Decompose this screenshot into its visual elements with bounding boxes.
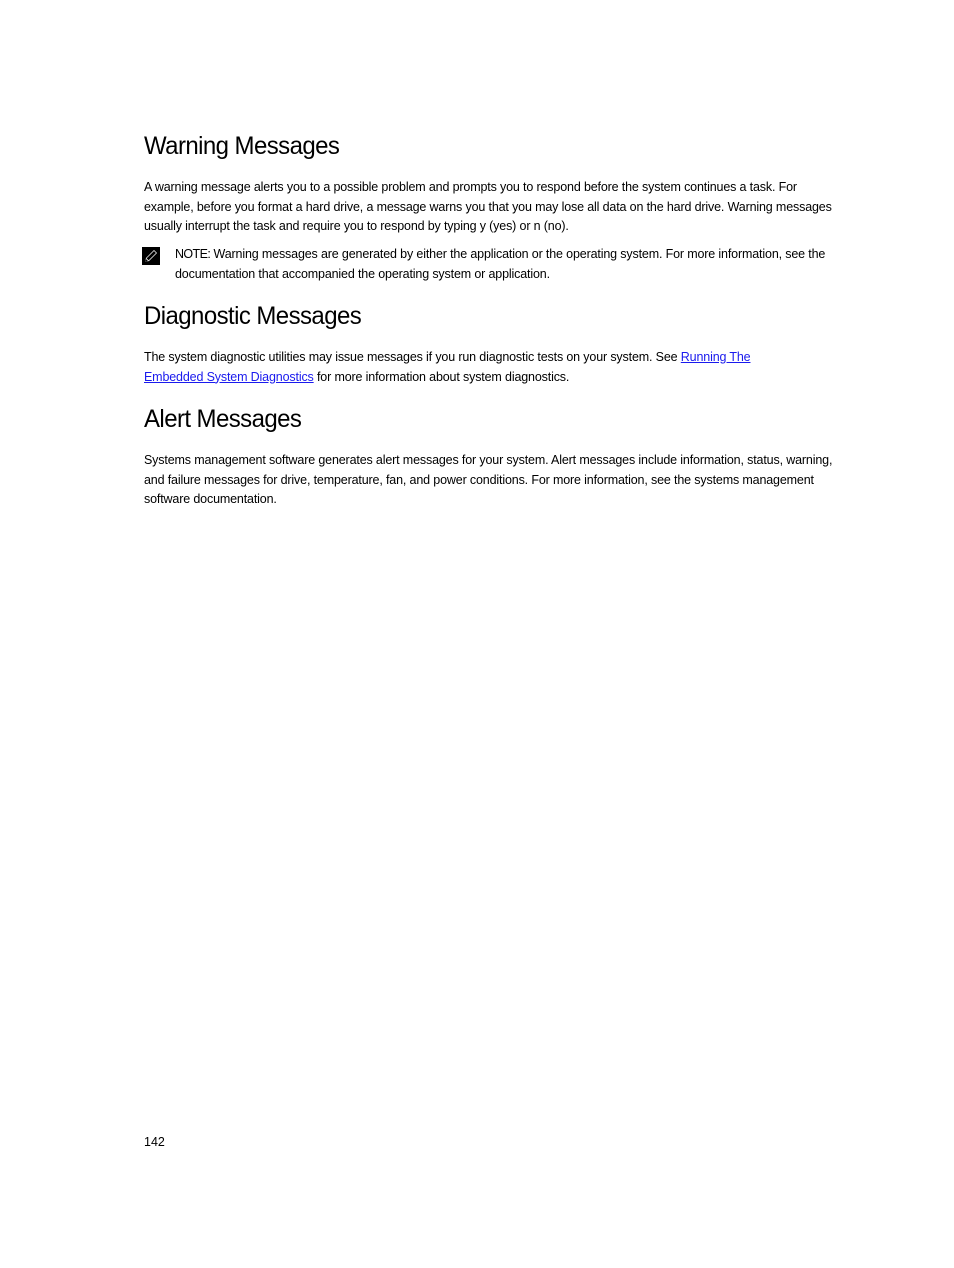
alert-heading: Alert Messages <box>144 405 302 433</box>
note-body: Warning messages are generated by either the application or the operating system. For more information, see the documentation that accompanied the operating system or application. <box>175 247 826 281</box>
warning-body-wrap <box>144 178 839 237</box>
note-label: NOTE: <box>175 247 211 261</box>
diagnostic-heading: Diagnostic Messages <box>144 302 362 330</box>
warning-section <box>144 131 844 161</box>
warning-body: A warning message alerts you to a possible problem and prompts you to respond before the system continues a task. For example, before you format a hard drive, a message warns you that you may lose all data on the hard drive. Warning messages usually interrupt the task and require you to respond by typing y (yes) or n (no). <box>144 180 832 233</box>
diagnostic-body-text: The system diagnostic utilities may issue messages if you run diagnostic tests on your system. See <box>144 350 681 364</box>
diagnostic-section <box>144 301 844 331</box>
note-text <box>175 245 840 284</box>
alert-body: Systems management software generates alert messages for your system. Alert messages include information, status, warning, and failure messages for drive, temperature, fan, and power conditions. For more information, see the systems management software documentation. <box>144 453 833 506</box>
diagnostic-body-wrap <box>144 348 804 387</box>
warning-heading: Warning Messages <box>144 132 340 160</box>
diagnostic-body-tail: for more information about system diagnostics. <box>313 369 570 384</box>
alert-section <box>144 404 844 434</box>
note-pencil-icon <box>142 247 160 265</box>
running-diagnostics-link[interactable]: Running The Embedded System Diagnostics <box>144 350 751 384</box>
alert-body-wrap <box>144 451 839 510</box>
diagnostic-body <box>144 348 804 387</box>
page-number: 142 <box>144 1135 165 1149</box>
